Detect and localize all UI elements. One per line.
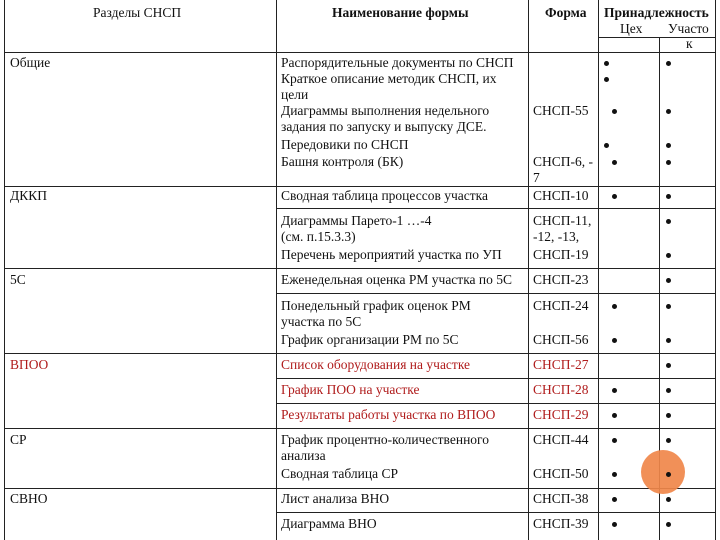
form-name-cell: График ПОО на участке bbox=[281, 382, 420, 397]
form-code-cell: СНСП-28 bbox=[533, 382, 589, 397]
section-rule-vpoo bbox=[4, 353, 716, 354]
site-belonging-dot bbox=[666, 472, 671, 477]
form-name-cell: Краткое описание методик СНСП, их bbox=[281, 71, 497, 86]
section-label-sr: СР bbox=[10, 432, 27, 447]
form-name-cell: анализа bbox=[281, 448, 326, 463]
site-belonging-dot bbox=[666, 61, 671, 66]
belonging-sub-rule bbox=[598, 37, 716, 38]
section-label-dkkp: ДККП bbox=[10, 188, 47, 203]
form-code-cell: СНСП-39 bbox=[533, 516, 589, 531]
shop-belonging-dot bbox=[612, 160, 617, 165]
section-label-vpoo: ВПОО bbox=[10, 357, 49, 372]
form-name-cell: Распорядительные документы по СНСП bbox=[281, 55, 514, 70]
column-divider-3 bbox=[598, 0, 599, 540]
form-name-cell: Диаграммы Парето-1 …-4 bbox=[281, 213, 432, 228]
row-rule bbox=[276, 378, 716, 379]
form-name-cell: Сводная таблица процессов участка bbox=[281, 188, 488, 203]
row-rule bbox=[276, 403, 716, 404]
site-belonging-dot bbox=[666, 497, 671, 502]
shop-belonging-dot bbox=[612, 338, 617, 343]
header-form: Форма bbox=[545, 5, 587, 20]
shop-belonging-dot bbox=[612, 194, 617, 199]
shop-belonging-dot bbox=[612, 497, 617, 502]
form-code-cell: СНСП-24 bbox=[533, 298, 589, 313]
row-rule bbox=[276, 208, 716, 209]
shop-belonging-dot bbox=[612, 388, 617, 393]
column-divider-1 bbox=[276, 0, 277, 540]
form-name-cell: Лист анализа ВНО bbox=[281, 491, 390, 506]
header-sections: Разделы СНСП bbox=[93, 5, 182, 20]
shop-belonging-dot bbox=[604, 77, 609, 82]
shop-belonging-dot bbox=[612, 304, 617, 309]
form-code-cell: СНСП-44 bbox=[533, 432, 589, 447]
form-name-cell: задания по запуску и выпуску ДСЕ. bbox=[281, 119, 487, 134]
table-border-right bbox=[715, 0, 716, 540]
table-border-left bbox=[4, 0, 5, 540]
header-belonging: Принадлежность bbox=[604, 5, 709, 20]
form-code-cell: 7 bbox=[533, 170, 540, 185]
site-belonging-dot bbox=[666, 304, 671, 309]
header-form-name: Наименование формы bbox=[332, 5, 469, 20]
shop-belonging-dot bbox=[612, 438, 617, 443]
form-name-cell: Список оборудования на участке bbox=[281, 357, 471, 372]
form-code-cell: СНСП-38 bbox=[533, 491, 589, 506]
form-name-cell: Сводная таблица СР bbox=[281, 466, 398, 481]
form-name-cell: цели bbox=[281, 87, 309, 102]
shop-belonging-dot bbox=[604, 143, 609, 148]
form-name-cell: Перечень мероприятий участка по УП bbox=[281, 247, 502, 262]
form-code-cell: -12, -13, bbox=[533, 229, 580, 244]
shop-belonging-dot bbox=[604, 61, 609, 66]
shop-belonging-dot bbox=[612, 472, 617, 477]
site-belonging-dot bbox=[666, 363, 671, 368]
form-name-cell: (см. п.15.3.3) bbox=[281, 229, 356, 244]
section-rule-svno bbox=[4, 488, 716, 489]
form-name-cell: Диаграммы выполнения недельного bbox=[281, 103, 490, 118]
form-name-cell: Башня контроля (БК) bbox=[281, 154, 404, 169]
site-belonging-dot bbox=[666, 413, 671, 418]
site-belonging-dot bbox=[666, 522, 671, 527]
form-code-cell: СНСП-50 bbox=[533, 466, 589, 481]
section-label-5s: 5С bbox=[10, 272, 26, 287]
header-bottom-rule bbox=[4, 52, 716, 53]
form-name-cell: Понедельный график оценок РМ bbox=[281, 298, 471, 313]
shop-belonging-dot bbox=[612, 413, 617, 418]
form-code-cell: СНСП-27 bbox=[533, 357, 589, 372]
form-name-cell: График процентно-количественного bbox=[281, 432, 489, 447]
shop-belonging-dot bbox=[612, 109, 617, 114]
section-label-general: Общие bbox=[10, 55, 51, 70]
site-belonging-dot bbox=[666, 253, 671, 258]
form-name-cell: Еженедельная оценка РМ участка по 5С bbox=[281, 272, 513, 287]
form-code-cell: СНСП-11, bbox=[533, 213, 592, 228]
form-code-cell: СНСП-29 bbox=[533, 407, 589, 422]
site-belonging-dot bbox=[666, 109, 671, 114]
section-rule-dkkp bbox=[4, 186, 716, 187]
section-rule-sr bbox=[4, 428, 716, 429]
site-belonging-dot bbox=[666, 388, 671, 393]
form-code-cell: СНСП-6, - bbox=[533, 154, 593, 169]
section-rule-5s bbox=[4, 268, 716, 269]
form-name-cell: Передовики по СНСП bbox=[281, 137, 409, 152]
shop-belonging-dot bbox=[612, 522, 617, 527]
header-shop: Цех bbox=[620, 21, 643, 36]
site-belonging-dot bbox=[666, 219, 671, 224]
header-site-line2: к bbox=[686, 36, 693, 51]
site-belonging-dot bbox=[666, 438, 671, 443]
form-code-cell: СНСП-56 bbox=[533, 332, 589, 347]
form-name-cell: График организации РМ по 5С bbox=[281, 332, 459, 347]
form-name-cell: Диаграмма ВНО bbox=[281, 516, 377, 531]
row-rule bbox=[276, 293, 716, 294]
form-code-cell: СНСП-55 bbox=[533, 103, 589, 118]
site-belonging-dot bbox=[666, 278, 671, 283]
form-code-cell: СНСП-10 bbox=[533, 188, 589, 203]
cursor-highlight bbox=[641, 450, 685, 494]
section-label-svno: СВНО bbox=[10, 491, 48, 506]
site-belonging-dot bbox=[666, 338, 671, 343]
site-belonging-dot bbox=[666, 160, 671, 165]
site-belonging-dot bbox=[666, 194, 671, 199]
column-divider-2 bbox=[528, 0, 529, 540]
form-code-cell: СНСП-23 bbox=[533, 272, 589, 287]
form-code-cell: СНСП-19 bbox=[533, 247, 589, 262]
form-name-cell: участка по 5С bbox=[281, 314, 362, 329]
header-site-line1: Участо bbox=[668, 21, 709, 36]
row-rule bbox=[276, 512, 716, 513]
site-belonging-dot bbox=[666, 143, 671, 148]
form-name-cell: Результаты работы участка по ВПОО bbox=[281, 407, 496, 422]
